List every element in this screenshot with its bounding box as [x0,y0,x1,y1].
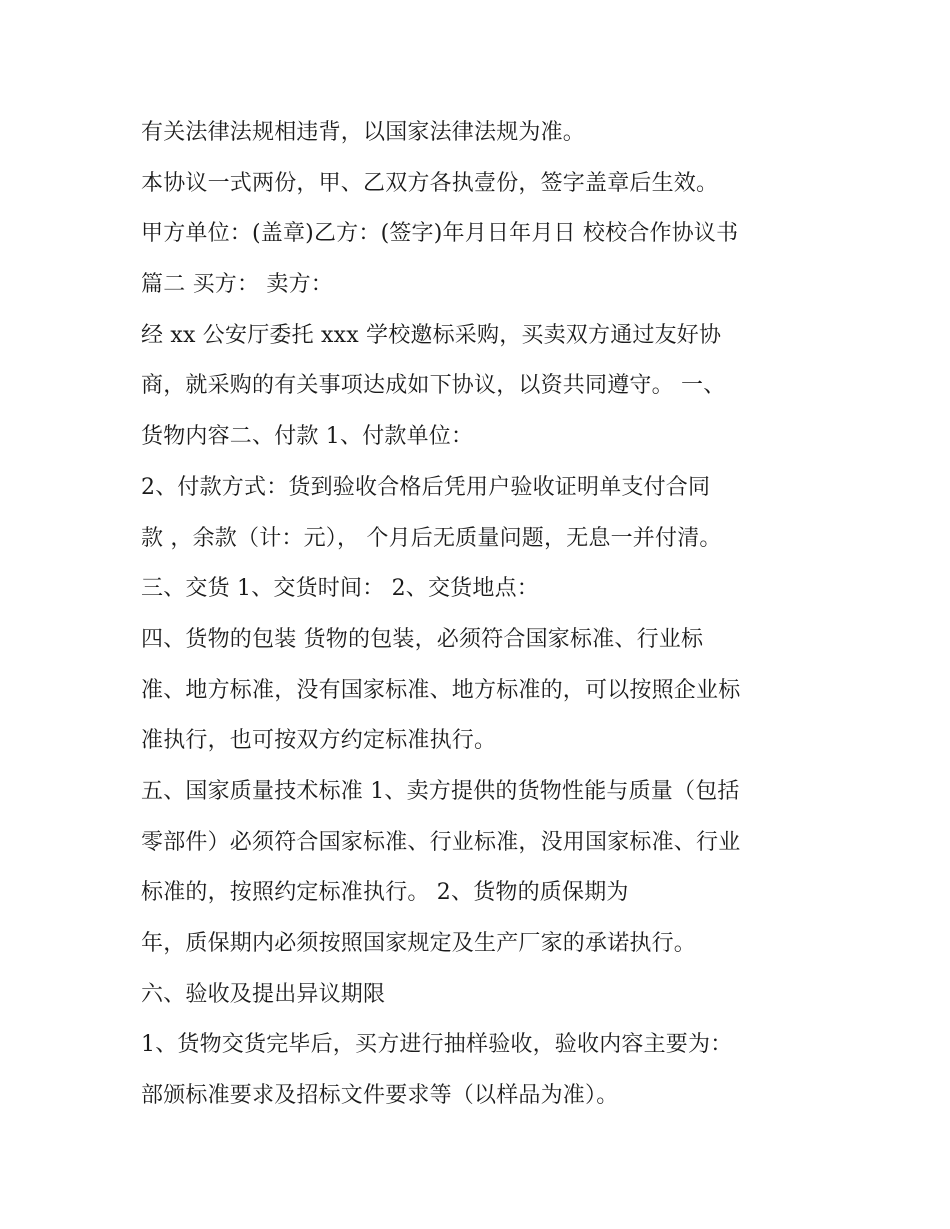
text-line: 准、地方标准，没有国家标准、地方标准的，可以按照企业标 [141,677,741,703]
text-line: 甲方单位：(盖章)乙方：(签字)年月日年月日 校校合作协议书 [141,221,739,247]
text-line: 部颁标准要求及招标文件要求等（以样品为准）。 [141,1083,619,1109]
text-line: 四、货物的包装 货物的包装，必须符合国家标准、行业标 [141,626,704,652]
text-line: 有关法律法规相违背，以国家法律法规为准。 [141,120,586,145]
text-line: 货物内容二、付款 1、付款单位： [141,424,474,450]
text-line: 六、验收及提出异议期限 [141,981,386,1007]
text-line: 经 xx 公安厅委托 xxx 学校邀标采购，买卖双方通过友好协 [141,322,722,348]
text-line: 商，就采购的有关事项达成如下协议，以资共同遵守。 一、 [141,373,726,399]
text-line: 2、付款方式：货到验收合格后凭用户验收证明单支付合同 [141,474,711,500]
text-line: 款 ，余款（计：元）， 个月后无质量问题，无息一并付清。 [141,525,722,551]
text-line: 零部件）必须符合国家标准、行业标准，没用国家标准、行业 [141,829,741,855]
text-line: 本协议一式两份，甲、乙双方各执壹份，签字盖章后生效。 [141,170,719,196]
text-line: 准执行，也可按双方约定标准执行。 [141,728,497,754]
text-line: 篇二 买方： 卖方： [141,272,333,298]
text-line: 五、国家质量技术标准 1、卖方提供的货物性能与质量（包括 [141,778,740,804]
text-line: 1、货物交货完毕后，买方进行抽样验收，验收内容主要为： [141,1032,733,1058]
document-body [141,108,841,1122]
text-line: 三、交货 1、交货时间： 2、交货地点： [141,576,539,602]
text-line: 年，质保期内必须按照国家规定及生产厂家的承诺执行。 [141,931,697,956]
text-line: 标准的，按照约定标准执行。 2、货物的质保期为 [141,880,629,906]
